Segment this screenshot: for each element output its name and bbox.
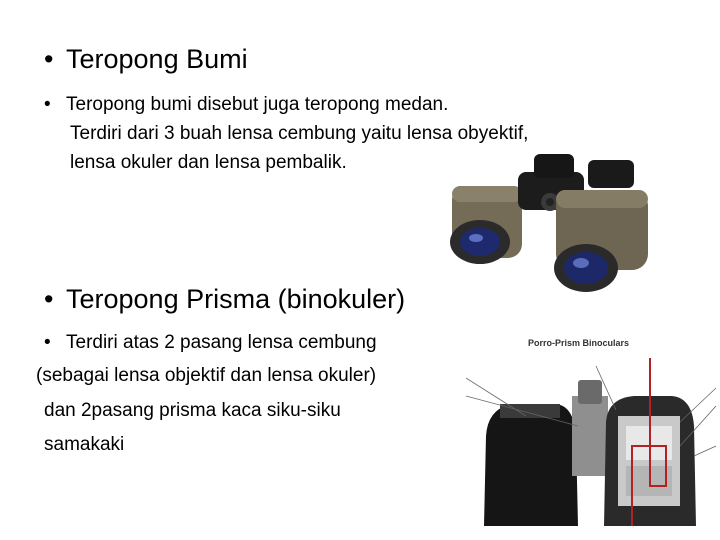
heading-text: Teropong Prisma (binokuler)	[66, 284, 406, 314]
porro-prism-diagram	[466, 326, 716, 536]
diagram-title: Porro-Prism Binoculars	[528, 338, 630, 348]
heading-teropong-prisma	[44, 284, 405, 315]
bullet: •	[44, 94, 51, 115]
body-line-6: dan 2pasang prisma kaca siku-siku	[44, 400, 341, 421]
body-line-3: lensa okuler dan lensa pembalik.	[70, 152, 347, 173]
heading-text: Teropong Bumi	[66, 44, 248, 74]
body-line-2: Terdiri dari 3 buah lensa cembung yaitu lensa obyektif,	[70, 123, 529, 144]
body-text: Teropong bumi disebut juga teropong medan.	[66, 94, 449, 115]
body-line-5: (sebagai lensa objektif dan lensa okuler)	[36, 365, 377, 386]
body-text: Terdiri atas 2 pasang lensa cembung	[66, 332, 377, 353]
body-line-7: samakaki	[44, 434, 125, 455]
body-line-4	[44, 328, 377, 357]
bullet: •	[44, 44, 54, 74]
heading-teropong-bumi	[44, 44, 248, 75]
body-line-1	[44, 90, 448, 119]
binoculars-icon	[438, 150, 670, 302]
bullet: •	[44, 284, 54, 314]
bullet: •	[44, 332, 51, 353]
